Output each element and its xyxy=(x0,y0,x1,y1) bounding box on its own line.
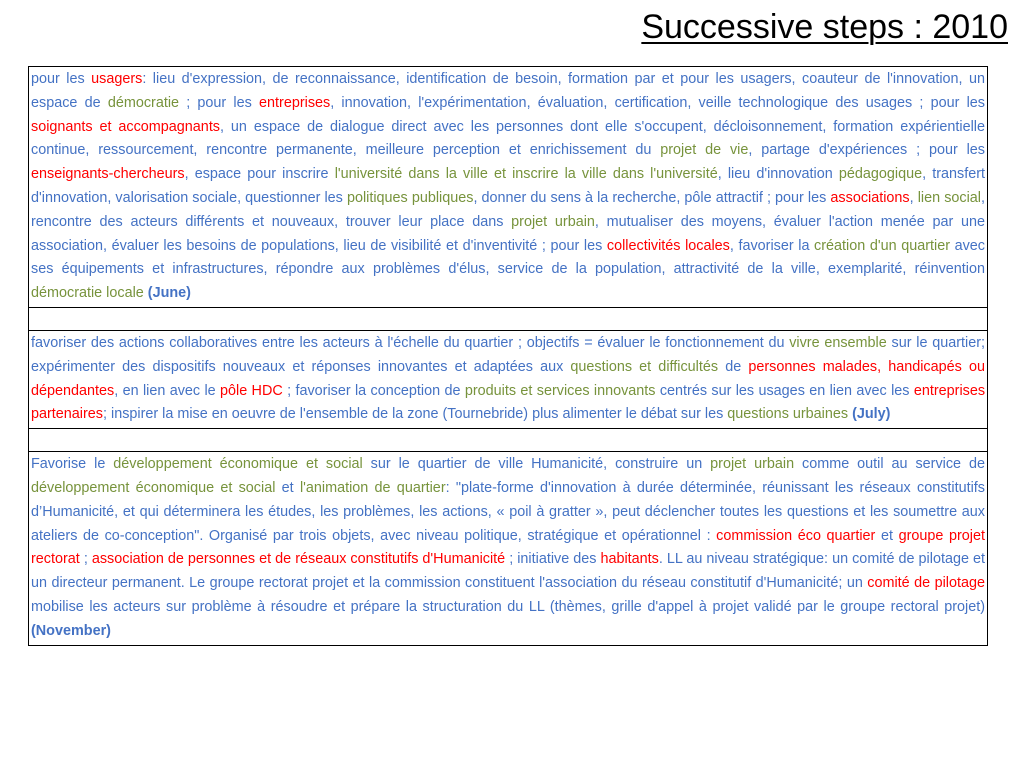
table-row xyxy=(29,452,988,645)
text-segment: ; pour les xyxy=(179,94,260,111)
text-segment: (July) xyxy=(852,406,891,423)
text-segment: usagers xyxy=(91,71,143,87)
step-november-cell xyxy=(29,452,988,645)
text-segment: entreprises partenaires xyxy=(31,382,986,423)
text-segment: , transfert d'innovation, valorisation sociale, questionner les xyxy=(31,166,986,206)
text-segment: entreprises xyxy=(259,94,331,111)
text-segment: sur le quartier de ville Humanicité, construire un xyxy=(362,456,711,473)
text-segment: centrés sur les usages en lien avec les xyxy=(655,382,914,399)
text-segment: démocratie locale xyxy=(31,285,144,302)
text-segment: groupe projet rectorat xyxy=(31,527,985,568)
text-segment: projet de vie xyxy=(660,142,749,159)
text-segment: l'animation de quartier xyxy=(299,479,446,496)
text-segment: ; xyxy=(79,551,92,568)
text-segment: sur le quartier; expérimenter des dispositifs nouveaux et réponses innovantes et adaptées aux xyxy=(31,334,985,375)
text-segment: démocratie xyxy=(107,94,180,111)
table-row xyxy=(29,67,988,308)
text-segment: projet urbain xyxy=(710,456,795,473)
text-segment: et xyxy=(875,527,899,544)
text-segment: , rencontre des acteurs différents et nouveaux, trouver leur place dans xyxy=(31,189,985,230)
step-june-cell xyxy=(29,67,988,308)
text-segment: développement économique et social xyxy=(113,456,363,473)
text-segment: enseignants-chercheurs xyxy=(31,166,185,183)
text-segment: ; favoriser la conception de xyxy=(282,382,465,399)
text-segment: personnes malades, handicapés ou dépendantes xyxy=(31,358,985,399)
text-segment: mobilise les acteurs sur problème à résoudre et prépare la structuration du LL (thèmes, grille d'appel à projet validé par le groupe rectoral projet) xyxy=(31,598,985,615)
text-segment: produits et services innovants xyxy=(464,382,656,399)
spacer-cell xyxy=(29,307,988,330)
text-segment: (June) xyxy=(147,285,191,302)
text-segment: pôle HDC xyxy=(220,382,283,399)
text-segment: de xyxy=(718,358,749,375)
page-title: Successive steps : 2010 xyxy=(641,8,1008,46)
text-segment: ; initiative des xyxy=(505,551,601,568)
text-segment: favoriser des actions collaboratives entre les acteurs à l'échelle du quartier ; objectifs = évaluer le fonctionnement du xyxy=(31,334,790,351)
text-segment: développement économique et social xyxy=(31,479,276,496)
text-segment: , espace pour inscrire xyxy=(184,166,335,183)
text-segment: , partage d'expériences ; pour les xyxy=(748,142,985,159)
step-july-cell xyxy=(29,330,988,428)
text-segment: : "plate-forme d'innovation à durée déterminée, réunissant les réseaux constitutifs d’Humanicité, et qui déterminera les études, les problèmes, les actions, « poil à gratter », peut déclencher toutes les questions et les soumettre aux ateliers de co-conception". Organisé par trois objets, avec niveau politique, stratégique et opérationnel : xyxy=(31,479,985,544)
text-segment: l'université dans la ville et inscrire la ville dans l'université xyxy=(334,166,718,183)
text-segment: (November) xyxy=(31,622,111,639)
text-segment: soignants et accompagnants xyxy=(31,118,221,135)
text-segment: création d'un quartier xyxy=(814,237,950,254)
text-segment: , en lien avec le xyxy=(114,382,220,399)
text-segment: , xyxy=(909,189,918,206)
text-segment: pour les xyxy=(31,71,92,87)
table-row xyxy=(29,330,988,428)
text-segment: comme outil au service de xyxy=(794,456,985,473)
text-segment: comité de pilotage xyxy=(867,575,985,592)
text-segment: projet urbain xyxy=(511,213,595,230)
text-segment: avec ses équipements et infrastructures, répondre aux problèmes d'élus, service de la population, attractivité de la ville, exemplarité, réinvention xyxy=(31,237,985,278)
table-row-spacer xyxy=(29,307,988,330)
text-segment: associations xyxy=(830,189,910,206)
text-segment: pédagogique xyxy=(838,166,923,183)
text-segment: . LL au niveau stratégique: un comité de pilotage et un directeur permanent. Le groupe rectorat projet et la commission constituent l'association du réseau constitutif d'Humanicité; un xyxy=(31,551,985,592)
text-segment: , donner du sens à la recherche, pôle attractif ; pour les xyxy=(473,189,831,206)
text-segment: Favorise le xyxy=(31,456,114,473)
steps-table xyxy=(28,66,988,646)
text-segment: : lieu d'expression, de reconnaissance, identification de besoin, formation par et pour les usagers, coauteur de l'innovation, un espace de xyxy=(31,71,985,111)
text-segment: , mutualiser des moyens, évaluer l'action menée par une association, évaluer les besoins de populations, lieu de visibilité et d'inventivité ; pour les xyxy=(31,213,986,254)
text-segment: questions urbaines xyxy=(727,406,849,423)
text-segment: politiques publiques xyxy=(346,189,474,206)
text-segment: commission éco quartier xyxy=(716,527,876,544)
text-segment: , un espace de dialogue direct avec les personnes dont elle s'occupent, décloisonnement, formation expérientielle continue, ressourcement, rencontre permanente, meilleure perception et enrichissement du xyxy=(31,118,985,159)
text-segment: association de personnes et de réseaux constitutifs d'Humanicité xyxy=(91,551,506,568)
text-segment: , favoriser la xyxy=(729,237,815,254)
text-segment: lien social xyxy=(917,189,981,206)
text-segment: ; inspirer la mise en oeuvre de l'ensemble de la zone (Tournebride) plus alimenter le débat sur les xyxy=(103,406,728,423)
text-segment: collectivités locales xyxy=(606,237,730,254)
text-segment: , innovation, l'expérimentation, évaluation, certification, veille technologique des usages ; pour les xyxy=(330,94,985,111)
table-row-spacer xyxy=(29,429,988,452)
text-segment: vivre ensemble xyxy=(789,334,887,351)
text-segment: questions et difficultés xyxy=(570,358,719,375)
text-segment: et xyxy=(275,479,300,496)
text-segment: , lieu d'innovation xyxy=(717,166,839,183)
spacer-cell xyxy=(29,429,988,452)
text-segment: habitants xyxy=(600,551,659,568)
